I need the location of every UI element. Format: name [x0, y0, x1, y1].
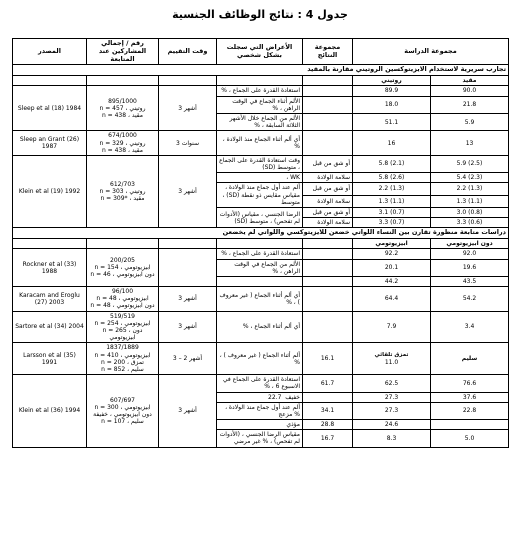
value-cell: 3.4	[431, 311, 509, 343]
symptom-cell: ألم عند أول جماع منذ الولادة ، % مزعج	[217, 402, 303, 419]
header-source: المصدر	[13, 39, 87, 65]
time-cell: 3 – 2 أشهر	[159, 343, 217, 375]
time-cell: 3 أشهر	[159, 287, 217, 312]
time-cell: 3 أشهر	[159, 155, 217, 228]
value-cell: 27.3	[353, 402, 431, 419]
group-cell: سلامة الولادة	[303, 195, 353, 207]
section-row	[13, 228, 509, 239]
value-cell: 92.0	[431, 249, 509, 259]
table-row	[13, 287, 509, 312]
symptom-cell: الألم أثناء الجماع في الوقت الراهن ، %	[217, 96, 303, 113]
value-cell: 16.1	[303, 343, 353, 375]
value-cell: 5.4 (2.3)	[431, 173, 509, 183]
time-cell: 3 سنوات	[159, 131, 217, 156]
header-time: وقت التقييم	[159, 39, 217, 65]
table-row	[13, 86, 509, 96]
symptom-cell: مقياس الرضا الجنسي ، (الأدوات لم تفحص) ، % غير مرضي	[217, 430, 303, 447]
value-cell: 18.0	[353, 96, 431, 113]
symptom-cell: استعادة القدرة على الجماع ، %	[217, 249, 303, 259]
value-pair: تمزق تلقائي 11.0	[353, 343, 431, 375]
value-cell: 61.7	[303, 375, 353, 392]
value-cell: 22.8	[431, 402, 509, 419]
symptom-cell: أي ألم أثناء الجماع ، %	[217, 311, 303, 343]
group-cell: سلامة الولادة	[303, 218, 353, 228]
symptom-cell: الألم من الجماع في الوقت الراهن ، %	[217, 259, 303, 276]
value-cell: 5.8 (2.6)	[353, 173, 431, 183]
time-cell: 3 أشهر	[159, 311, 217, 343]
value-cell: 43.5	[431, 276, 509, 286]
value-cell: 62.5	[353, 375, 431, 392]
source-karacam-2003: Karacam and Eroglu (27) 2003	[13, 287, 87, 312]
header-row	[13, 39, 509, 65]
value-cell: 19.6	[431, 259, 509, 276]
symptom-cell: WK ،	[217, 173, 303, 183]
value-cell: 89.9	[353, 86, 431, 96]
time-cell: 3 أشهر	[159, 375, 217, 448]
participants-cell: 895/1000 n = 457 ، روتيني n = 438 ، مقيد	[87, 86, 159, 131]
participants-cell: 612/703 n = 303 ، روتيني n = 309* ، مقيد	[87, 155, 159, 228]
group-cell: سلامة الولادة	[303, 173, 353, 183]
symptom-cell: الألم من الجماع خلال الأشهر الثلاثة السابقة ، %	[217, 113, 303, 130]
value-cell: 13	[431, 131, 509, 156]
value-cell: 3.3 (0.7)	[353, 218, 431, 228]
value-cell	[431, 420, 509, 430]
value-cell: 8.3	[353, 430, 431, 447]
group-cell: أو شق من قبل	[303, 183, 353, 195]
value-cell: 16.7	[303, 430, 353, 447]
source-klein-1994: Klein et al (36) 1994	[13, 375, 87, 448]
value-cell: 5.9	[431, 113, 509, 130]
col-intact: سليم	[431, 343, 509, 375]
col-episiotomy: ابيزيوتومي	[353, 239, 431, 249]
source-sleep-1987: Sleep an Grant (26) 1987	[13, 131, 87, 156]
value-cell: 92.2	[353, 249, 431, 259]
participants-cell: 1837/1889 n = 410 ، ابيزيوتومي n = 200 ، تمزق n = 852 ، سليم	[87, 343, 159, 375]
source-klein-1992: Klein et al (19) 1992	[13, 155, 87, 228]
symptom-cell: ألم أثناء الجماع ( غير معروف ) ، %	[217, 343, 303, 375]
value-cell: 34.1	[303, 402, 353, 419]
value-cell: 1.3 (1.1)	[431, 195, 509, 207]
time-cell: 3 أشهر	[159, 86, 217, 131]
value-cell: 64.4	[353, 287, 431, 312]
header-participants: رقم / إجمالي المشاركين عند المتابعة	[87, 39, 159, 65]
symptom-cell: استعادة القدرة على الجماع ، %	[217, 86, 303, 96]
table-row	[13, 76, 509, 86]
group-cell: خفيف 22.7	[217, 392, 303, 402]
value-cell: 44.2	[353, 276, 431, 286]
source-sleep-1984: Sleep et al (18) 1984	[13, 86, 87, 131]
value-cell: 5.8 (2.1)	[353, 155, 431, 172]
group-cell: أو شق من قبل	[303, 155, 353, 172]
section2-title: دراسات متابعة منظورة تقارن بين النساء اللواتي خضعن للايزيتوكسي واللواتي لم يخضعن	[13, 228, 509, 239]
value-cell: 21.8	[431, 96, 509, 113]
source-rockner-1988: Rockner et al (33) 1988	[13, 249, 87, 287]
source-sartore-2004: Sartore et al (34) 2004	[13, 311, 87, 343]
section-row	[13, 65, 509, 76]
symptom-cell: الرضا الجنسي ، مقياس (الأدوات لم تفحص) ، متوسط (SD)	[217, 208, 303, 228]
value-cell: 3.1 (0.7)	[353, 208, 431, 218]
col-restricted: مقيد	[431, 76, 509, 86]
symptom-cell: أي ألم أثناء الجماع منذ الولادة ، %	[217, 131, 303, 156]
table-row	[13, 155, 509, 172]
header-symptoms: الأعراض التي سجلت بشكل شخصي	[217, 39, 303, 65]
value-cell: 28.8	[303, 420, 353, 430]
group-cell: مؤذي	[217, 420, 303, 430]
participants-cell: 519/519 n = 254 ، ابيزيوتومي n = 265 ، دون ابيزيوتومي	[87, 311, 159, 343]
participants-cell: 96/100 n = 48 ، ابيزيوتومي n = 48 ، دون ابيزيوتومي	[87, 287, 159, 312]
value-cell: 5.9 (2.5)	[431, 155, 509, 172]
value-cell: 1.3 (1.1)	[353, 195, 431, 207]
value-cell: 16	[353, 131, 431, 156]
value-cell: 27.3	[353, 392, 431, 402]
table-row	[13, 239, 509, 249]
group-cell: أو شق من قبل	[303, 208, 353, 218]
value-cell: 24.6	[353, 420, 431, 430]
value-cell: 54.2	[431, 287, 509, 312]
value-cell: 3.0 (0.8)	[431, 208, 509, 218]
value-cell: 3.3 (0.6)	[431, 218, 509, 228]
symptom-cell: ألم عند أول جماع منذ الولادة ، مقياس مقايس ذو نقطة (SD) ، متوسط	[217, 183, 303, 208]
header-study-group: مجموعة الدراسة	[353, 39, 509, 65]
value-cell: 2.2 (1.3)	[353, 183, 431, 195]
table-row	[13, 249, 509, 259]
participants-cell: 674/1000 n = 329 ، روتيني n = 438 ، مقيد	[87, 131, 159, 156]
section1-title: تجارب سريرية لاستخدام الايزيتوكسين الروتيني مقارنة بالمقيد	[13, 65, 509, 76]
col-routine: روتيني	[353, 76, 431, 86]
table-row	[13, 375, 509, 392]
value-cell: 5.0	[431, 430, 509, 447]
symptom-cell: أي ألم أثناء الجماع ( غير معروف ) ، %	[217, 287, 303, 312]
participants-cell: 607/697 n = 300 ، ابيزيوتومي دون ابيزيوتومي ، خفيفة n = 107 ، سليم	[87, 375, 159, 448]
value-cell: 51.1	[353, 113, 431, 130]
table-title: جدول 4 : نتائج الوظائف الجنسية	[172, 8, 348, 21]
table-row	[13, 311, 509, 343]
value-cell: 37.6	[431, 392, 509, 402]
symptom-cell: استعادة القدرة على الجماع في الاسبوع 6 ، %	[217, 375, 303, 392]
participants-cell: 200/205 n = 154 ، ابيزيوتومي n = 46 ، دون ابيزيوتومي	[87, 249, 159, 287]
symptom-cell: وقت استعادة القدرة على الجماع ، متوسط (SD)	[217, 155, 303, 172]
value-cell: 90.0	[431, 86, 509, 96]
results-table	[12, 38, 509, 448]
value-cell: 7.9	[353, 311, 431, 343]
value-cell: 2.2 (1.3)	[431, 183, 509, 195]
value-cell: 20.1	[353, 259, 431, 276]
value-cell: 76.6	[431, 375, 509, 392]
source-larsson-1991: Larsson et al (35) 1991	[13, 343, 87, 375]
header-result-group: مجموعة النتائج	[303, 39, 353, 65]
col-no-episiotomy: دون ابيزيوتومي	[431, 239, 509, 249]
table-row	[13, 343, 509, 375]
table-row	[13, 131, 509, 156]
